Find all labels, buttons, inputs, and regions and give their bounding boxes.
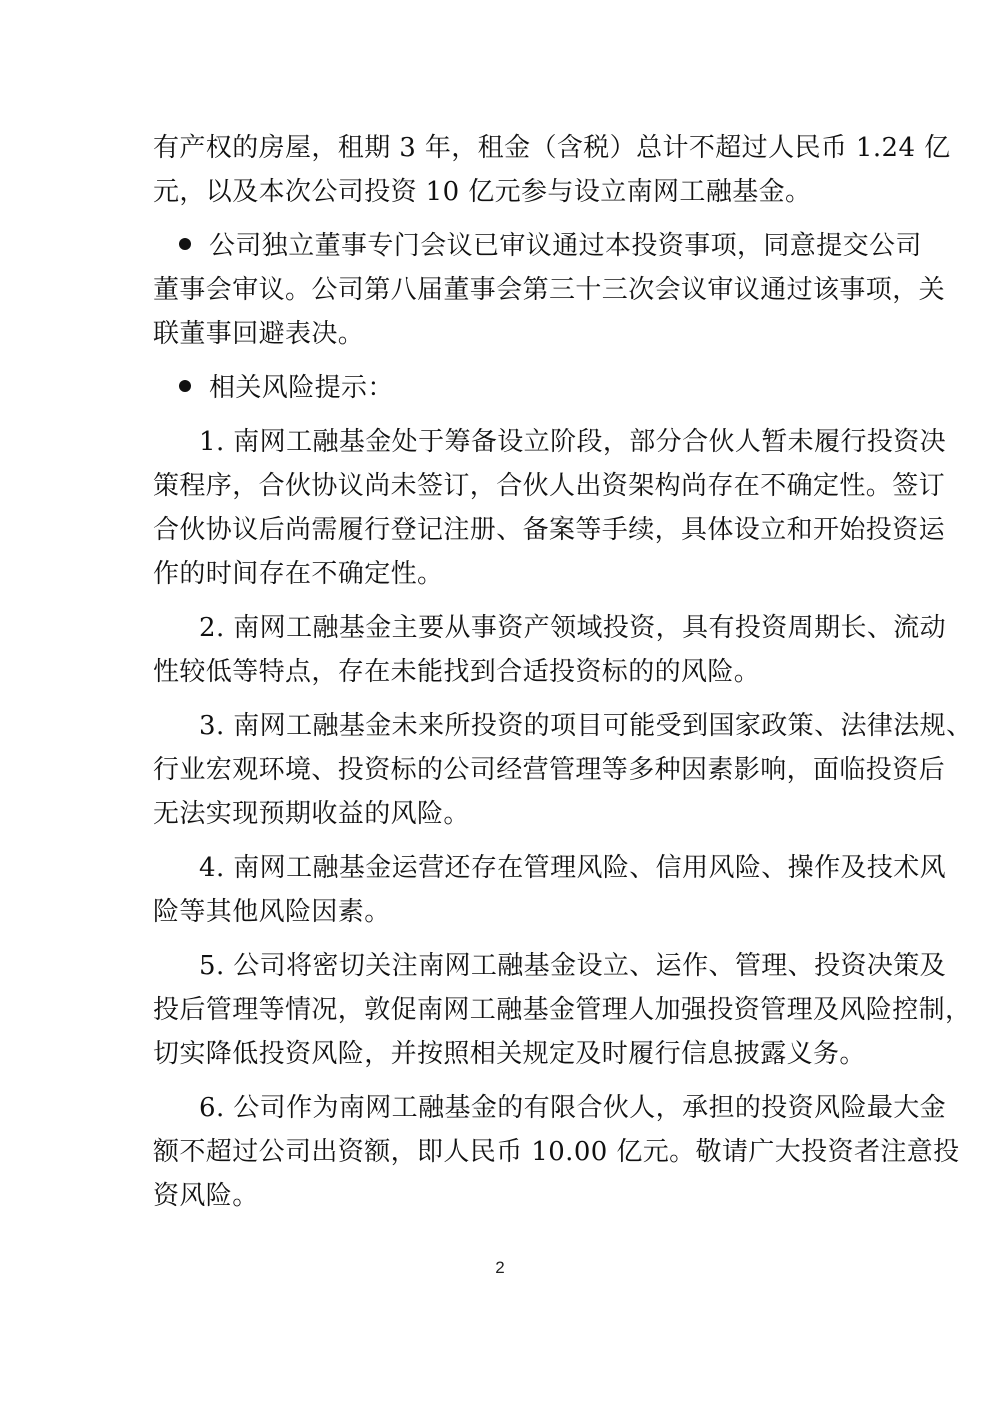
text-line: 相关风险提示： [209, 373, 394, 403]
bullet-icon [179, 238, 191, 250]
text-line: 元，以及本次公司投资 10 亿元参与设立南网工融基金。 [153, 177, 812, 207]
text-line: 公司独立董事专门会议已审议通过本投资事项，同意提交公司 [209, 231, 922, 261]
document-body [153, 126, 973, 1218]
text-line: 性较低等特点，存在未能找到合适投资标的的风险。 [153, 657, 761, 687]
text-line: 切实降低投资风险，并按照相关规定及时履行信息披露义务。 [153, 1039, 866, 1069]
risk-item-5 [153, 944, 972, 1076]
text-line: 2. 南网工融基金主要从事资产领域投资，具有投资周期长、流动 [199, 613, 947, 643]
bullet-paragraph-independent-directors [153, 224, 946, 356]
risk-item-1 [153, 420, 947, 596]
text-line: 1. 南网工融基金处于筹备设立阶段，部分合伙人暂未履行投资决 [199, 427, 947, 457]
text-line: 投后管理等情况，敦促南网工融基金管理人加强投资管理及风险控制， [153, 995, 972, 1025]
text-line: 6. 公司作为南网工融基金的有限合伙人，承担的投资风险最大金 [199, 1093, 947, 1123]
text-line: 险等其他风险因素。 [153, 897, 391, 927]
risk-item-2 [153, 606, 947, 694]
text-line: 有产权的房屋，租期 3 年，租金（含税）总计不超过人民币 1.24 亿 [153, 133, 951, 163]
bullet-paragraph-risk-heading [153, 366, 853, 410]
text-line: 策程序，合伙协议尚未签订，合伙人出资架构尚存在不确定性。签订 [153, 471, 946, 501]
text-line: 资风险。 [153, 1181, 259, 1211]
risk-item-3 [153, 704, 973, 836]
text-line: 3. 南网工融基金未来所投资的项目可能受到国家政策、法律法规、 [199, 711, 973, 741]
page-number: 2 [495, 1258, 505, 1277]
text-line: 董事会审议。公司第八届董事会第三十三次会议审议通过该事项，关 [153, 275, 946, 305]
text-line: 无法实现预期收益的风险。 [153, 799, 470, 829]
bullet-icon [179, 380, 191, 392]
text-line: 额不超过公司出资额，即人民币 10.00 亿元。敬请广大投资者注意投 [153, 1137, 960, 1167]
text-line: 合伙协议后尚需履行登记注册、备案等手续，具体设立和开始投资运 [153, 515, 946, 545]
text-line: 4. 南网工融基金运营还存在管理风险、信用风险、操作及技术风 [199, 853, 947, 883]
risk-item-4 [153, 846, 947, 934]
text-line: 行业宏观环境、投资标的公司经营管理等多种因素影响，面临投资后 [153, 755, 946, 785]
intro-paragraph [153, 126, 951, 214]
bullet-line [153, 366, 853, 410]
text-line: 联董事回避表决。 [153, 319, 365, 349]
text-line: 5. 公司将密切关注南网工融基金设立、运作、管理、投资决策及 [199, 951, 947, 981]
text-line: 作的时间存在不确定性。 [153, 559, 444, 589]
risk-item-6 [153, 1086, 960, 1218]
bullet-line [153, 224, 922, 268]
